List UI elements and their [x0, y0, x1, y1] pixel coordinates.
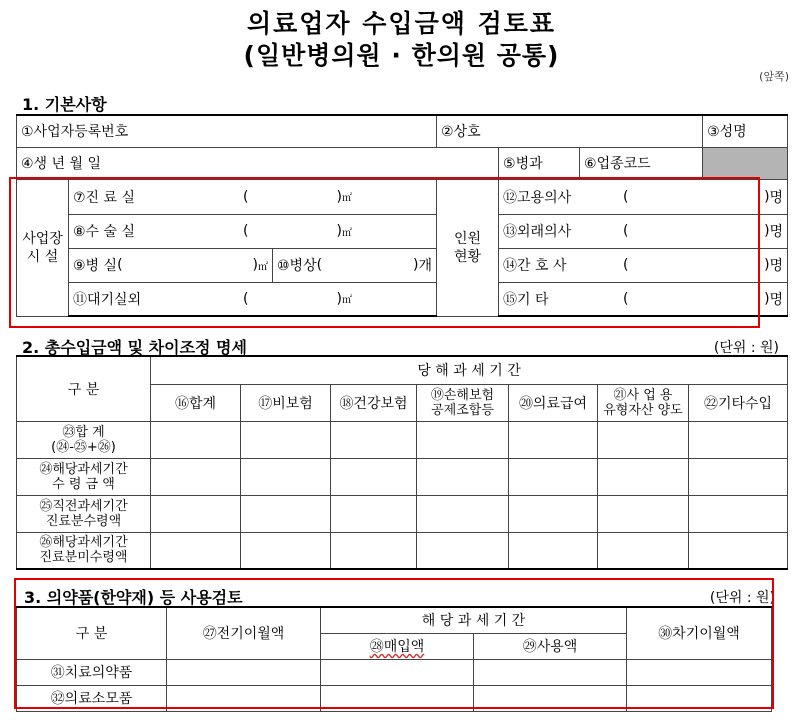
cell[interactable] [627, 685, 772, 711]
waiting-room-label: ⑪대기실외 [73, 291, 142, 308]
cell[interactable] [417, 532, 509, 569]
paren-open: ( [243, 223, 249, 239]
cell[interactable] [151, 458, 241, 495]
cell[interactable] [241, 495, 331, 532]
category-header: 구 분 [17, 356, 151, 421]
business-no-field[interactable]: ①사업자등록번호 [17, 115, 437, 147]
col-next-inventory: ㉚차기이월액 [627, 607, 772, 659]
name-field[interactable]: ③성명 [703, 115, 788, 147]
cell[interactable] [509, 458, 598, 495]
paren-close: ) [413, 257, 419, 273]
col-non-insured: ⑰비보험 [241, 384, 331, 421]
unit-person: 명 [769, 258, 784, 274]
col-prev-inventory: ㉗전기이월액 [167, 607, 321, 659]
section3-unit: (단위 : 원) [709, 590, 775, 606]
surgery-room-label: ⑧수 술 실 [73, 224, 136, 240]
cell[interactable] [689, 458, 788, 495]
row-received-current: ㉔해당과세기간 수 령 금 액 [17, 458, 151, 495]
col-medical-aid: ⑳의료급여 [509, 384, 598, 421]
col-health-insurance: ⑱건강보험 [331, 384, 417, 421]
cell[interactable] [627, 659, 772, 685]
row-received-prior: ㉕직전과세기간 진료분수령액 [17, 495, 151, 532]
cell[interactable] [689, 495, 788, 532]
category-header: 구 분 [17, 607, 167, 659]
cell[interactable] [331, 458, 417, 495]
visiting-doctors-label: ⑬외래의사 [503, 224, 572, 240]
section2-unit: (단위 : 원) [713, 340, 779, 356]
row-medicine: ㉛치료의약품 [17, 659, 167, 685]
row-consumables: ㉜의료소모품 [17, 685, 167, 711]
col-usage: ㉙사용액 [474, 633, 627, 659]
unit-person: 명 [769, 224, 784, 240]
paren-close: ) [336, 188, 343, 205]
ward-field[interactable] [69, 248, 273, 282]
clinic-room-field[interactable] [69, 179, 437, 214]
row-total: ㉓합 계 (㉔-㉕+㉖) [17, 421, 151, 458]
col-total: ⑯합계 [151, 384, 241, 421]
doctors-field[interactable] [499, 179, 788, 214]
paren-close: ) [252, 257, 258, 273]
cell[interactable] [331, 532, 417, 569]
section1-heading: 1. 기본사항 [22, 95, 107, 114]
nurses-field[interactable] [499, 248, 788, 282]
birth-field[interactable]: ④생 년 월 일 [17, 147, 499, 179]
paren-open: ( [623, 290, 629, 307]
cell[interactable] [167, 659, 321, 685]
row-unreceived-current: ㉖해당과세기간 진료분미수령액 [17, 532, 151, 569]
unit-area: ㎡ [342, 227, 353, 239]
nurses-label: ⑭간 호 사 [503, 258, 567, 274]
cell[interactable] [241, 421, 331, 458]
paren-open: ( [623, 257, 629, 273]
trade-name-field[interactable]: ②상호 [437, 115, 703, 147]
cell[interactable] [241, 532, 331, 569]
cell[interactable] [241, 458, 331, 495]
cell[interactable] [509, 495, 598, 532]
paren-close: ) [336, 223, 343, 239]
unit-area: ㎡ [342, 193, 353, 204]
staff-label: 인원 현황 [437, 179, 499, 316]
paren-open: ( [623, 188, 629, 205]
cell[interactable] [689, 532, 788, 569]
period-header: 당 해 과 세 기 간 [151, 356, 788, 384]
cell[interactable] [151, 532, 241, 569]
paren-close: ) [764, 257, 770, 273]
section2-heading: 2. 총수입금액 및 차이조정 명세 [22, 338, 247, 357]
cell[interactable] [417, 421, 509, 458]
page-note: (앞쪽) [759, 70, 789, 83]
unit-person: 명 [769, 189, 784, 206]
cell[interactable] [598, 532, 689, 569]
cell[interactable] [331, 421, 417, 458]
cell[interactable] [598, 495, 689, 532]
cell[interactable] [509, 532, 598, 569]
ward-label: ⑨병 실 [73, 258, 118, 274]
form-title: 의료업자 수입금액 검토표 [246, 9, 557, 38]
cell[interactable] [689, 421, 788, 458]
dept-field[interactable]: ⑤병과 [499, 147, 580, 179]
visiting-doctors-field[interactable] [499, 214, 788, 248]
surgery-room-field[interactable] [69, 214, 437, 248]
cell[interactable] [331, 495, 417, 532]
cell[interactable] [417, 458, 509, 495]
revenue-table [16, 355, 788, 570]
col-damage-insurance: ⑲손해보험 공제조합등 [417, 384, 509, 421]
cell[interactable] [321, 659, 474, 685]
beds-label: ⑩병상 [277, 258, 317, 274]
unit-area: ㎡ [342, 295, 353, 307]
cell[interactable] [167, 685, 321, 711]
paren-close: ) [764, 188, 770, 205]
paren-open: ( [243, 290, 249, 307]
unit-count: 개 [418, 258, 433, 274]
section3-heading: 3. 의약품(한약재) 등 사용검토 [24, 588, 243, 607]
paren-close: ) [336, 290, 343, 307]
purchase-label: ㉘매입액 [369, 639, 425, 655]
others-staff-label: ⑮기 타 [503, 291, 549, 308]
paren-open: ( [316, 257, 323, 273]
paren-close: ) [764, 223, 770, 239]
col-asset-transfer: ㉑사 업 용 유형자산 양도 [598, 384, 689, 421]
cell[interactable] [417, 495, 509, 532]
unit-area: ㎡ [258, 261, 268, 273]
paren-open: ( [117, 257, 123, 273]
clinic-room-label: ⑦진 료 실 [73, 189, 136, 206]
cell[interactable] [474, 685, 627, 711]
paren-close: ) [764, 290, 770, 307]
facility-label: 사업장 시 설 [17, 179, 69, 316]
waiting-room-field[interactable] [69, 282, 437, 316]
period-header: 해 당 과 세 기 간 [321, 607, 627, 633]
paren-open: ( [623, 223, 629, 239]
cell[interactable] [509, 421, 598, 458]
cell[interactable] [598, 458, 689, 495]
cell[interactable] [151, 421, 241, 458]
doctors-label: ⑫고용의사 [503, 189, 572, 206]
industry-code-label: ⑥업종코드 [584, 156, 651, 172]
others-staff-field[interactable] [499, 282, 788, 316]
form-subtitle: (일반병의원 · 한의원 공통) [243, 41, 560, 70]
cell[interactable] [321, 685, 474, 711]
col-purchase [321, 633, 474, 659]
basic-info-table [16, 114, 788, 317]
cell[interactable] [474, 659, 627, 685]
beds-field[interactable] [273, 248, 437, 282]
cell[interactable] [151, 495, 241, 532]
industry-code-value[interactable] [703, 147, 788, 179]
col-other-income: ㉒기타수입 [689, 384, 788, 421]
paren-open: ( [243, 188, 249, 205]
industry-code-field[interactable] [580, 147, 703, 179]
unit-person: 명 [769, 291, 784, 308]
medicine-usage-table [16, 606, 772, 712]
cell[interactable] [598, 421, 689, 458]
